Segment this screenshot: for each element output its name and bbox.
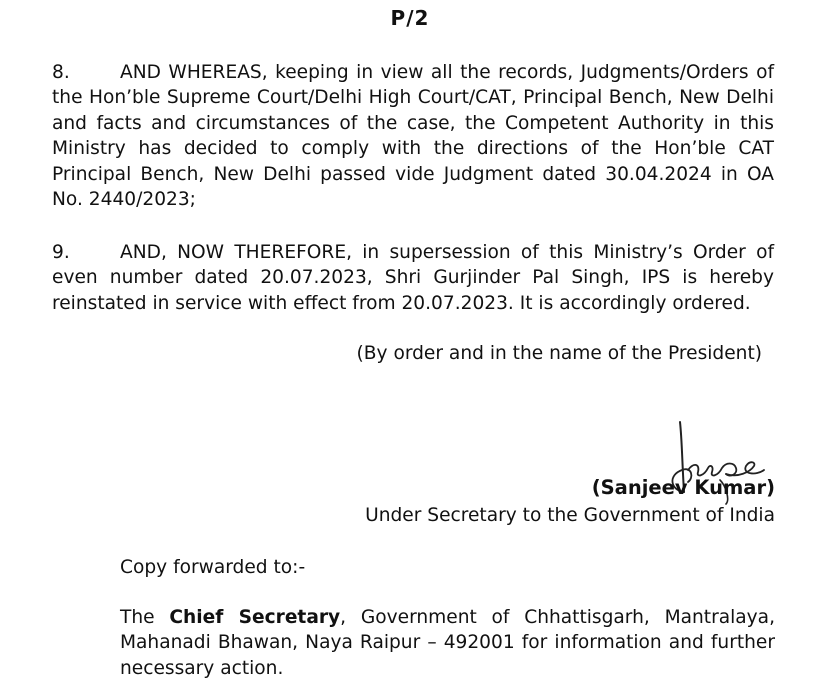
recipient-prefix: The bbox=[120, 607, 155, 628]
copy-forwarded-heading: Copy forwarded to:- bbox=[120, 557, 306, 578]
recipient-details: , Government of Chhattisgarh, Mantralaya, Mahanadi Bhawan, Naya Raipur – 492001 for information and further necessary action. bbox=[120, 607, 775, 679]
paragraph-text: AND WHEREAS, keeping in view all the records, Judgments/Orders of the Hon’ble Supreme Court/Delhi High Court/CAT, Principal Bench, New Delhi and facts and circumstances of the case, the Competent Authority in this Ministry has decided to comply with the directions of the Hon’ble CAT Principal Bench, New Delhi passed vide Judgment dated 30.04.2024 in OA No. 2440/2023; bbox=[52, 62, 774, 211]
signatory-designation: Under Secretary to the Government of India bbox=[365, 505, 775, 526]
signatory-name: (Sanjeev Kumar) bbox=[591, 476, 775, 499]
copy-recipient-paragraph bbox=[120, 605, 775, 681]
paragraph-number: 9. bbox=[52, 242, 70, 263]
by-order-line: (By order and in the name of the President) bbox=[356, 343, 762, 364]
paragraph-text: AND, NOW THEREFORE, in supersession of this Ministry’s Order of even number dated 20.07.2023, Shri Gurjinder Pal Singh, IPS is hereby reinstated in service with effect from 20.07.2023. It is accordingly ordered. bbox=[52, 242, 774, 314]
page-number: P/2 bbox=[390, 6, 430, 30]
paragraph-8 bbox=[52, 60, 774, 212]
paragraph-9 bbox=[52, 240, 774, 316]
paragraph-number: 8. bbox=[52, 62, 70, 83]
recipient-title: Chief Secretary bbox=[169, 607, 341, 628]
